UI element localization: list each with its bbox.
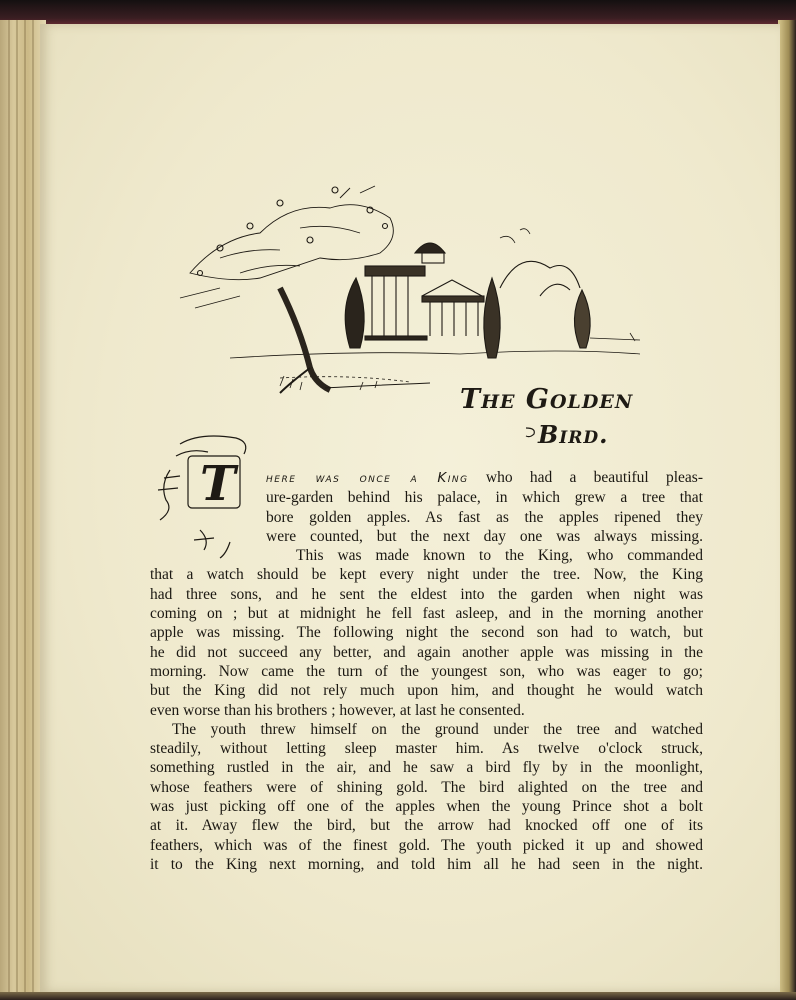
text-line: it to the King next morning, and told him all he had seen in the night. <box>150 855 703 873</box>
title-line-1: The Golden <box>460 384 634 415</box>
text-line: feathers, which was of the finest gold. The youth picked it up and showed <box>150 836 703 854</box>
text-line: here was once a King who had a beautiful pleas- <box>266 469 703 486</box>
book-cover-bottom <box>0 992 796 1000</box>
text-line: steadily, without letting sleep master him. As twelve o'clock struck, <box>150 740 703 758</box>
book-cover-right <box>778 20 796 1000</box>
text-line: were counted, but the next day one was always missing. <box>266 527 703 545</box>
title-line-2: Bird. <box>538 420 609 449</box>
text-line: even worse than his brothers ; however, at last he consented. <box>150 701 525 719</box>
text-line: morning. Now came the turn of the youngest son, who was eager to go; <box>150 662 703 680</box>
text-line: but the King did not rely much upon him, and thought he would watch <box>150 682 703 700</box>
story-title <box>460 384 680 454</box>
text-line: that a watch should be kept every night under the tree. Now, the King <box>150 566 703 584</box>
text-line: apple was missing. The following night the second son had to watch, but <box>150 624 703 642</box>
text-line: something rustled in the air, and he saw a bird fly by in the moonlight, <box>150 759 703 777</box>
opening-small-caps: here was once a King <box>266 470 469 486</box>
text-line: had three sons, and he sent the eldest into the garden when night was <box>150 585 703 603</box>
text-line: ure-garden behind his palace, in which grew a tree that <box>266 489 703 507</box>
book-cover-top <box>0 0 796 26</box>
story-text <box>150 468 703 874</box>
text-line: at it. Away flew the bird, but the arrow had knocked off one of its <box>150 817 703 835</box>
text-line: This was made known to the King, who commanded <box>296 547 703 565</box>
text-line: coming on ; but at midnight he fell fast asleep, and in the morning another <box>150 605 703 623</box>
text-line: was just picking off one of the apples when the young Prince shot a bolt <box>150 798 703 816</box>
text-line: bore golden apples. As fast as the apples ripened they <box>266 508 703 526</box>
text-line: whose feathers were of shining gold. The bird alighted on the tree and <box>150 778 703 796</box>
text-line: The youth threw himself on the ground under the tree and watched <box>172 720 703 738</box>
drop-cap-letter: T <box>200 456 236 512</box>
text-line: he did not succeed any better, and again another apple was missing in the <box>150 643 703 661</box>
